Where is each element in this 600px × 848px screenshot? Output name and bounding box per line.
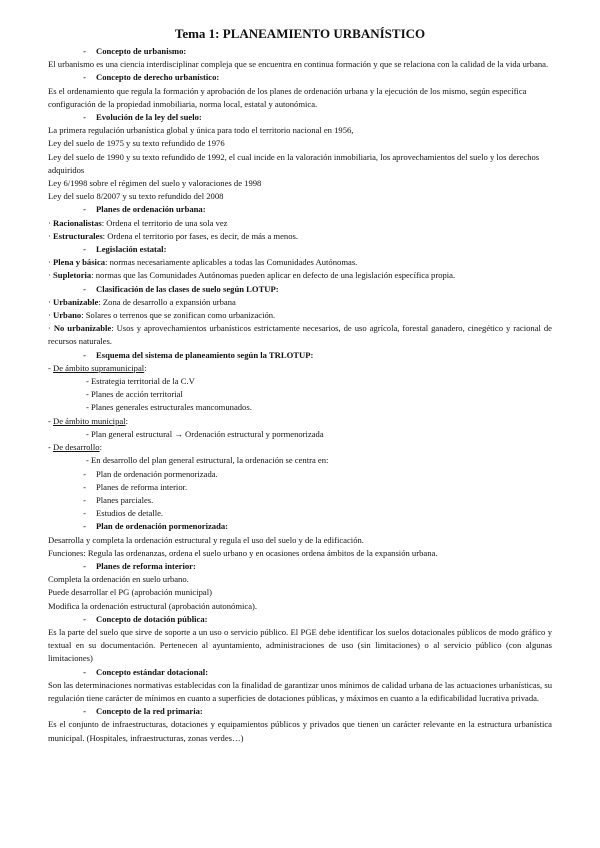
reforma-line: Puede desarrollar el PG (aprobación municipal) [48,587,212,598]
list-item: - Planes de acción territorial [86,389,183,400]
reforma-line: Completa la ordenación en suelo urbano. [48,574,189,585]
list-item: · No urbanizable: Usos y aprovechamientos urbanísticos estrictamente necesarios, de uso agrícola, forestal ganadero, cinegético y racional de recursos naturales. [48,323,552,347]
list-item: - Plan de ordenación pormenorizada. [48,468,552,481]
list-item: - Plan general estructural → Ordenación estructural y pormenorizada [86,428,324,439]
heading-estandar-dotacional: - Concepto estándar dotacional: [48,666,552,679]
urbanismo-body: El urbanismo es una ciencia interdisciplinar compleja que se encuentra en continua formación y que se relaciona con la calidad de la vida urbana. [48,59,549,70]
heading-plan-pormenorizada: - Plan de ordenación pormenorizada: [48,520,552,533]
ley-line: Ley del suelo de 1990 y su texto refundido de 1992, el cual incide en la valoración inmobiliaria, los aprovechamientos del suelo y los derechos adquiridos [48,151,540,175]
list-item: - Planes de reforma interior. [48,481,552,494]
supramunicipal-label: - De ámbito supramunicipal: [48,362,147,373]
ley-line: Ley del suelo de 1975 y su texto refundido de 1976 [48,138,225,149]
heading-legislacion-estatal: - Legislación estatal: [48,243,552,256]
heading-dotacion-publica: - Concepto de dotación pública: [48,613,552,626]
pormenorizada-line: Desarrolla y completa la ordenación estructural y regula el uso del suelo y de la edificación. [48,534,364,545]
municipal-label: - De ámbito municipal: [48,415,128,426]
ley-line: La primera regulación urbanística global y única para todo el territorio nacional en 1956, [48,125,354,136]
list-item: - Planes generales estructurales mancomunados. [86,402,252,413]
pormenorizada-line: Funciones: Regula las ordenanzas, ordena el suelo urbano y en ocasiones ordena ámbitos de la expansión urbana. [48,547,438,558]
heading-derecho-urbanistico: - Concepto de derecho urbanístico: [48,71,552,84]
list-item: · Supletoria: normas que las Comunidades Autónomas pueden aplicar en defecto de una legislación específica propia. [48,270,456,281]
list-item: - Estrategia territorial de la C.V [86,376,195,387]
derecho-body: Es el ordenamiento que regula la formación y aprobación de los planes de ordenación urbana y la ejecución de los mismo, según específica configuración de la propiedad inmobiliaria, norma local, estatal y autonómica. [48,85,527,109]
list-item: · Estructurales: Ordena el territorio por fases, es decir, de más a menos. [48,230,299,241]
reforma-line: Modifica la ordenación estructural (aprobación autonómica). [48,600,258,611]
list-item: - Planes parciales. [48,494,552,507]
heading-esquema-planeamiento: - Esquema del sistema de planeamiento según la TRLOTUP: [48,349,552,362]
heading-red-primaria: - Concepto de la red primaria: [48,705,552,718]
document-title: Tema 1: PLANEAMIENTO URBANÍSTICO [174,26,426,41]
list-item: · Plena y básica: normas necesariamente aplicables a todas las Comunidades Autónomas. [48,257,358,268]
heading-planes-ordenacion: - Planes de ordenación urbana: [48,203,552,216]
desarrollo-intro: - En desarrollo del plan general estructural, la ordenación se centra en: [86,455,329,466]
ley-line: Ley 6/1998 sobre el régimen del suelo y valoraciones de 1998 [48,178,262,189]
heading-planes-reforma: - Planes de reforma interior: [48,560,552,573]
list-item: · Urbanizable: Zona de desarrollo a expansión urbana [48,296,236,307]
desarrollo-label: - De desarrollo: [48,442,102,453]
list-item: - Estudios de detalle. [48,507,552,520]
heading-concepto-urbanismo: - Concepto de urbanismo: [48,45,552,58]
dotacion-body: Es la parte del suelo que sirve de soporte a un uso o servicio público. El PGE debe identificar los suelos dotacionales públicos de modo gráfico y textual en su documentación. Pertenecen al ayuntamiento, administraciones de uso (sin limitaciones) o al servicio público (con algunas limitaciones) [48,626,552,664]
red-primaria-body: Es el conjunto de infraestructuras, dotaciones y equipamientos públicos y privados que tienen un carácter relevante en la estructura urbanística municipal. (Hospitales, infraestructuras, zonas verdes…) [48,719,552,743]
list-item: · Urbano: Solares o terrenos que se zonifican como urbanización. [48,310,276,321]
heading-clasificacion-suelo: - Clasificación de las clases de suelo según LOTUP: [48,283,552,296]
list-item: · Racionalistas: Ordena el territorio de una sola vez [48,217,228,228]
estandar-body: Son las determinaciones normativas establecidas con la finalidad de garantizar unos mínimos de calidad urbana de las actuaciones urbanísticas, su regulación tiene carácter de mínimos en cuanto a superficies de dotaciones públicas, y máximos en cuanto a la edificabilidad lucrativa privada. [48,679,552,703]
heading-evolucion-ley: - Evolución de la ley del suelo: [48,111,552,124]
ley-line: Ley del suelo 8/2007 y su texto refundido del 2008 [48,191,224,202]
